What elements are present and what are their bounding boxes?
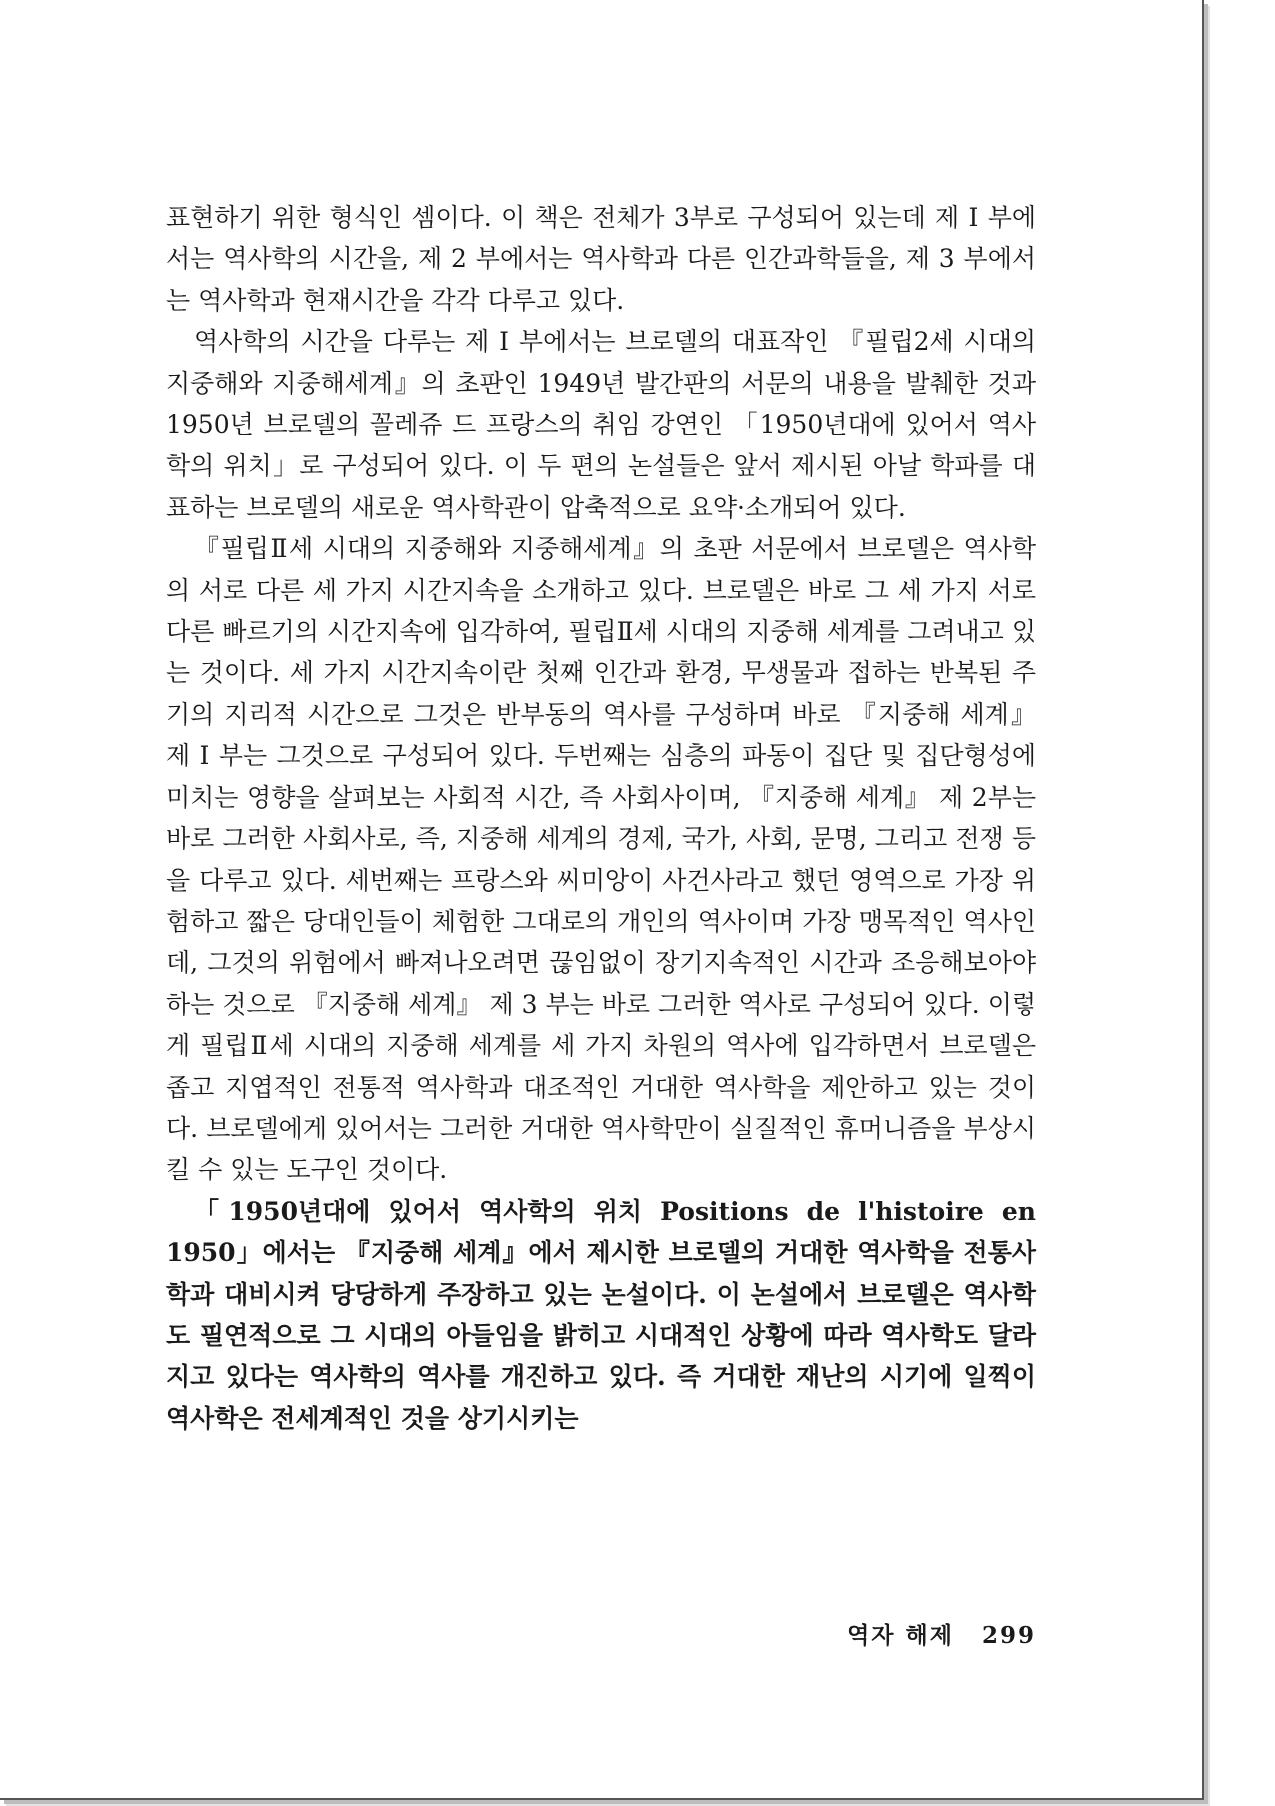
paragraph-3: 『필립Ⅱ세 시대의 지중해와 지중해세계』의 초판 서문에서 브로델은 역사학의 서로 다른 세 가지 시간지속을 소개하고 있다. 브로델은 바로 그 세 가지 서로 다른 빠르기의 시간지속에 입각하여, 필립Ⅱ세 시대의 지중해 세계를 그려내고 있는 것이다. 세 가지 시간지속이란 첫째 인간과 환경, 무생물과 접하는 반복된 주기의 지리적 시간으로 그것은 반부동의 역사를 구성하며 바로 『지중해 세계』 제 I 부는 그것으로 구성되어 있다. 두번째는 심층의 파동이 집단 및 집단형성에 미치는 영향을 살펴보는 사회적 시간, 즉 사회사이며, 『지중해 세계』 제 2부는 바로 그러한 사회사로, 즉, 지중해 세계의 경제, 국가, 사회, 문명, 그리고 전쟁 등을 다루고 있다. 세번째는 프랑스와 씨미앙이 사건사라고 했던 영역으로 가장 위험하고 짧은 당대인들이 체험한 그대로의 개인의 역사이며 가장 맹목적인 역사인데, 그것의 위험에서 빠져나오려면 끊임없이 장기지속적인 시간과 조응해보아야 하는 것으로 『지중해 세계』 제 3 부는 바로 그러한 역사로 구성되어 있다. 이렇게 필립Ⅱ세 시대의 지중해 세계를 세 가지 차원의 역사에 입각하면서 브로델은 좁고 지엽적인 전통적 역사학과 대조적인 거대한 역사학을 제안하고 있는 것이다. 브로델에게 있어서는 그러한 거대한 역사학만이 실질적인 휴머니즘을 부상시킬 수 있는 도구인 것이다.: [166, 534, 1036, 1185]
paragraph-2: 역사학의 시간을 다루는 제 I 부에서는 브로델의 대표작인 『필립2세 시대의 지중해와 지중해세계』의 초판인 1949년 발간판의 서문의 내용을 발췌한 것과 1950년 브로델의 꼴레쥬 드 프랑스의 취임 강연인 「1950년대에 있어서 역사학의 위치」로 구성되어 있다. 이 두 편의 논설들은 앞서 제시된 아날 학파를 대표하는 브로델의 새로운 역사학관이 압축적으로 요약·소개되어 있다.: [166, 327, 1036, 522]
body-text: [166, 197, 1036, 1439]
page-number: 299: [981, 1622, 1036, 1649]
running-footer-label: 역자 해제: [847, 1622, 954, 1649]
paragraph-1: 표현하기 위한 형식인 셈이다. 이 책은 전체가 3부로 구성되어 있는데 제 I 부에서는 역사학의 시간을, 제 2 부에서는 역사학과 다른 인간과학들을, 제 3 부에서는 역사학과 현재시간을 각각 다루고 있다.: [166, 203, 1036, 315]
page-footer: [830, 1617, 1036, 1650]
paragraph-4: 「1950년대에 있어서 역사학의 위치 Positions de l'histoire en 1950」에서는 『지중해 세계』에서 제시한 브로델의 거대한 역사학을 전통사학과 대비시켜 당당하게 주장하고 있는 논설이다. 이 논설에서 브로델은 역사학도 필연적으로 그 시대의 아들임을 밝히고 시대적인 상황에 따라 역사학도 달라지고 있다는 역사학의 역사를 개진하고 있다. 즉 거대한 재난의 시기에 일찍이 역사학은 전세계적인 것을 상기시키는: [166, 1196, 1036, 1433]
